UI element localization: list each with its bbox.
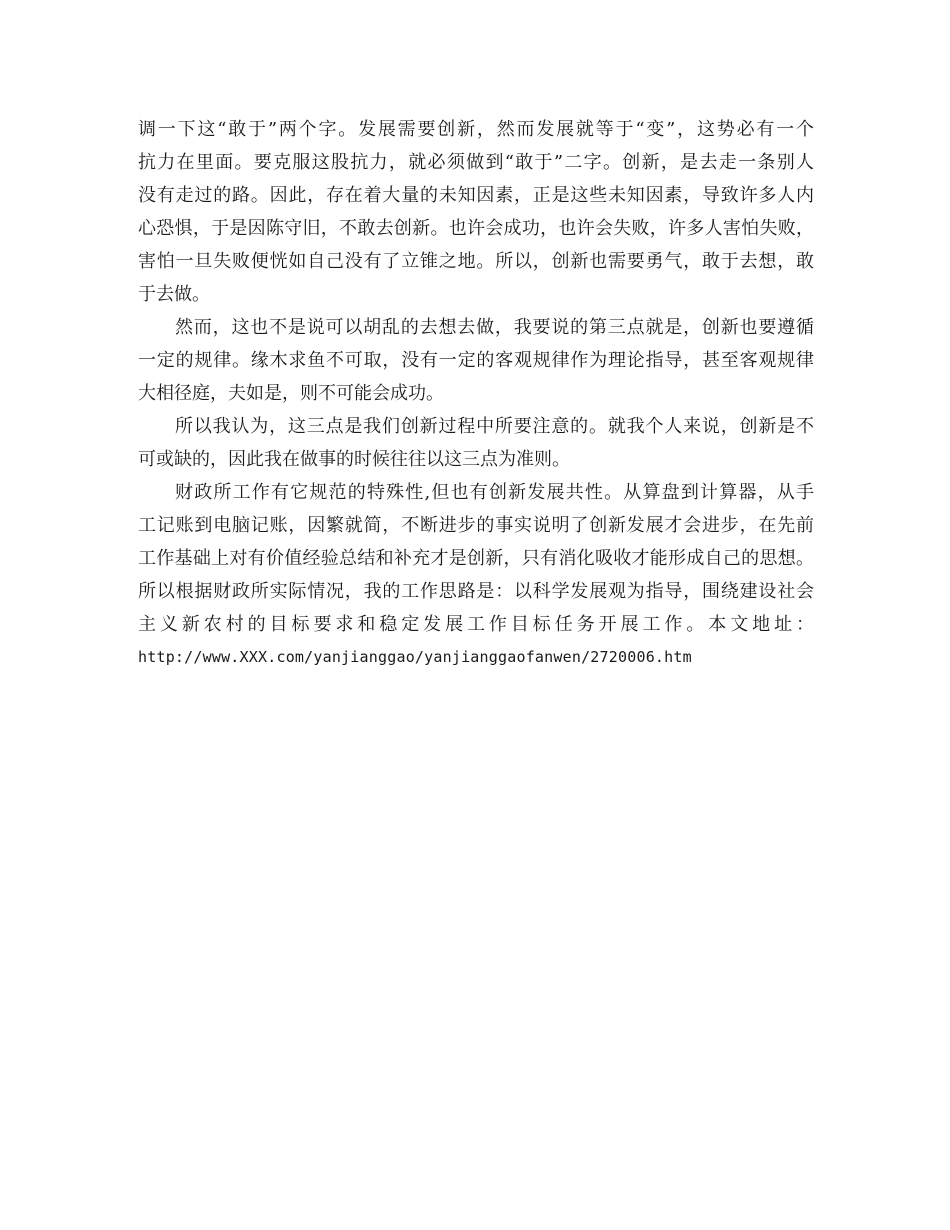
text-line: 然而，这也不是说可以胡乱的去想去做，我要说的第三点就是，创新也要遵循 bbox=[175, 317, 814, 338]
paragraph-finance-office bbox=[138, 476, 814, 674]
text-line: 财政所工作有它规范的特殊性,但也有创新发展共性。从算盘到计算器，从手 bbox=[175, 482, 814, 503]
text-line: 主义新农村的目标要求和稳定发展工作目标任务开展工作。本文地址： bbox=[138, 614, 814, 635]
text-line: 一定的规律。缘木求鱼不可取，没有一定的客观规律作为理论指导，甚至客观规律 bbox=[138, 350, 814, 371]
text-line: 调一下这“敢于”两个字。发展需要创新，然而发展就等于“变”，这势必有一个 bbox=[138, 119, 814, 140]
article-url: http://www.XXX.com/yanjianggao/yanjianggaofanwen/2720006.htm bbox=[138, 648, 692, 666]
text-line: 大相径庭，夫如是，则不可能会成功。 bbox=[138, 383, 444, 404]
text-line: 害怕一旦失败便恍如自己没有了立锥之地。所以，创新也需要勇气，敢于去想，敢 bbox=[138, 251, 814, 272]
text-line: 所以根据财政所实际情况，我的工作思路是：以科学发展观为指导，围绕建设社会 bbox=[138, 581, 814, 602]
text-line: 工作基础上对有价值经验总结和补充才是创新，只有消化吸收才能形成自己的思想。 bbox=[138, 548, 814, 569]
document-page bbox=[138, 113, 814, 674]
text-line: 于去做。 bbox=[138, 284, 210, 305]
paragraph-courage bbox=[138, 113, 814, 311]
text-line: 没有走过的路。因此，存在着大量的未知因素，正是这些未知因素，导致许多人内 bbox=[138, 185, 814, 206]
text-line: 心恐惧，于是因陈守旧，不敢去创新。也许会成功，也许会失败，许多人害怕失败， bbox=[138, 218, 814, 239]
paragraph-three-points bbox=[138, 410, 814, 476]
text-line: 工记账到电脑记账，因繁就简，不断进步的事实说明了创新发展才会进步，在先前 bbox=[138, 515, 814, 536]
text-line: 所以我认为，这三点是我们创新过程中所要注意的。就我个人来说，创新是不 bbox=[175, 416, 814, 437]
text-line: 可或缺的，因此我在做事的时候往往以这三点为准则。 bbox=[138, 449, 570, 470]
text-line: 抗力在里面。要克服这股抗力，就必须做到“敢于”二字。创新，是去走一条别人 bbox=[138, 152, 814, 173]
paragraph-rules bbox=[138, 311, 814, 410]
